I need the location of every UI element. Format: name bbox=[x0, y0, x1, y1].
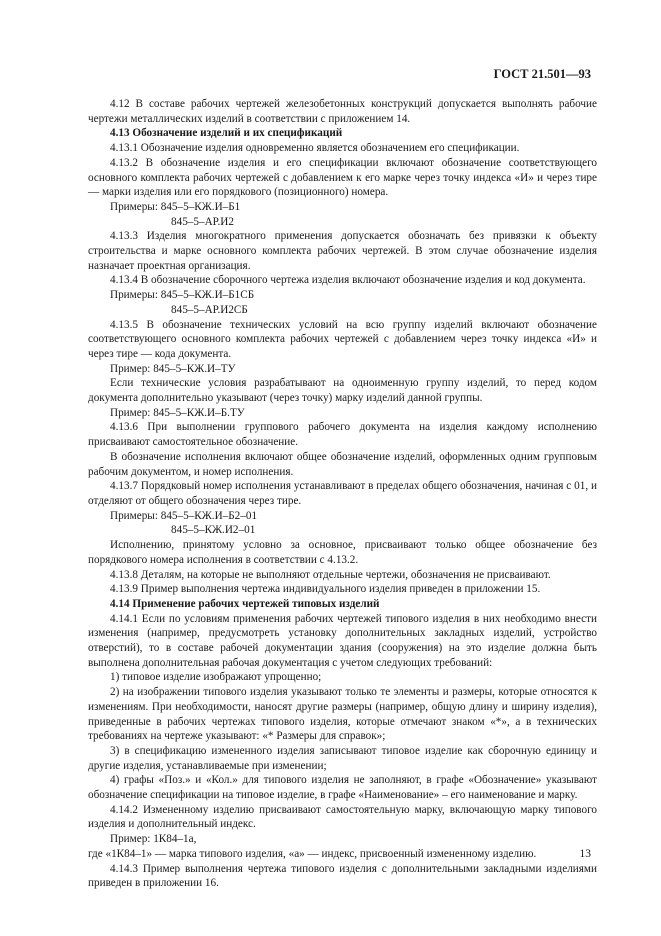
paragraph-4-13-5: 4.13.5 В обозначение технических условий на всю группу изделий включают обозначение соответствующего основного комплекта рабочих чертежей с добавлением через точку индекса «И» и через тире — кода документа. bbox=[88, 318, 597, 360]
paragraph-4-12: 4.12 В составе рабочих чертежей железобетонных конструкций допускается выполнять рабочие чертежи металлических изделий в соответствии с приложением 14. bbox=[88, 98, 597, 125]
example-line: 845–5–КЖ.И2–01 bbox=[171, 524, 256, 537]
example-line: 845–5–АР.И2 bbox=[171, 215, 234, 228]
paragraph-4-13-1: 4.13.1 Обозначение изделия одновременно является обозначением его спецификации. bbox=[110, 142, 520, 155]
body-text bbox=[88, 97, 597, 891]
paragraph-4-13-9: 4.13.9 Пример выполнения чертежа индивидуального изделия приведен в приложении 15. bbox=[110, 583, 541, 596]
paragraph-4-13-3: 4.13.3 Изделия многократного применения допускается обозначать без привязки к объекту строительства и марке основного комплекта рабочих чертежей. В этом случае обозначение изделия назначает проектная организация. bbox=[88, 230, 597, 272]
paragraph-4-13-7: 4.13.7 Порядковый номер исполнения устанавливают в пределах общего обозначения, начиная с 01, и отделяют от общего обозначения через тире. bbox=[88, 480, 597, 507]
list-item: 4) графы «Поз.» и «Кол.» для типового изделия не заполняют, в графе «Обозначение» указывают обозначение спецификации на типовое изделие, в графе «Наименование» – его наименование и марку. bbox=[88, 774, 597, 802]
page-number: 13 bbox=[579, 848, 591, 860]
paragraph: Исполнению, принятому условно за основное, присваивают только общее обозначение без порядкового номера исполнения в соответствии с 4.13.2. bbox=[88, 539, 597, 566]
example-line: Примеры: 845–5–КЖ.И–Б1СБ bbox=[110, 289, 255, 302]
paragraph-4-13-6: 4.13.6 При выполнении группового рабочего документа на изделия каждому исполнению присваивают самостоятельное обозначение. bbox=[88, 421, 597, 449]
paragraph-4-13-8: 4.13.8 Деталям, на которые не выполняют отдельные чертежи, обозначения не присваивают. bbox=[110, 568, 551, 581]
example-line: Пример: 845–5–КЖ.И–Б.ТУ bbox=[110, 406, 245, 419]
paragraph: где «1К84–1» — марка типового изделия, «а» — индекс, присвоенный измененному изделию. bbox=[88, 847, 537, 860]
example-line: 845–5–АР.И2СБ bbox=[171, 303, 248, 316]
list-item: 2) на изображении типового изделия указывают только те элементы и размеры, которые относятся к изменениям. При необходимости, наносят другие размеры (например, общую длину и ширину изделия), приведенные в рабочих чертежах типового изделия, которые отмечают знаком «*», а в технических требованиях на чертеже указывают: «* Размеры для справок»; bbox=[88, 686, 597, 743]
paragraph: Если технические условия разрабатывают на одноименную группу изделий, то перед кодом документа дополнительно указывают (через точку) марку изделий данной группы. bbox=[88, 377, 597, 405]
example-line: Пример: 1К84–1а, bbox=[110, 833, 197, 846]
list-item: 1) типовое изделие изображают упрощенно; bbox=[110, 671, 322, 684]
section-heading-4-14: 4.14 Применение рабочих чертежей типовых изделий bbox=[110, 597, 380, 610]
standard-header: ГОСТ 21.501—93 bbox=[493, 67, 591, 81]
paragraph-4-13-2: 4.13.2 В обозначение изделия и его спецификации включают обозначение соответствующего основного комплекта рабочих чертежей с добавлением к его марке через точку индекса «И» и через тире — марки изделия или его порядкового (позиционного) номера. bbox=[88, 156, 597, 199]
paragraph-4-14-1: 4.14.1 Если по условиям применения рабочих чертежей типового изделия в них необходимо внести изменения (например, предусмотреть установку дополнительных закладных изделий, устройство отверстий), то в составе рабочей документации здания (сооружения) на это изделие должна быть выполнена дополнительная рабочая документация с учетом следующих требований: bbox=[88, 612, 597, 669]
list-item: 3) в спецификацию измененного изделия записывают типовое изделие как сборочную единицу и другие изделия, устанавливаемые при изменении; bbox=[88, 744, 597, 772]
section-heading-4-13: 4.13 Обозначение изделий и их спецификаций bbox=[110, 127, 343, 140]
paragraph-4-13-4: 4.13.4 В обозначение сборочного чертежа изделия включают обозначение изделия и код документа. bbox=[110, 274, 586, 287]
paragraph: В обозначение исполнения включают общее обозначение изделий, оформленных одним групповым рабочим документом, и номер исполнения. bbox=[88, 450, 597, 478]
example-line: Примеры: 845–5–КЖ.И–Б2–01 bbox=[110, 509, 258, 522]
paragraph-4-14-3: 4.14.3 Пример выполнения чертежа типового изделия с дополнительными закладными изделиями приведен в приложении 16. bbox=[88, 862, 597, 890]
example-line: Примеры: 845–5–КЖ.И–Б1 bbox=[110, 200, 241, 213]
example-line: Пример: 845–5–КЖ.И–ТУ bbox=[110, 362, 236, 375]
paragraph-4-14-2: 4.14.2 Измененному изделию присваивают самостоятельную марку, включающую марку типового изделия и дополнительный индекс. bbox=[88, 803, 597, 831]
